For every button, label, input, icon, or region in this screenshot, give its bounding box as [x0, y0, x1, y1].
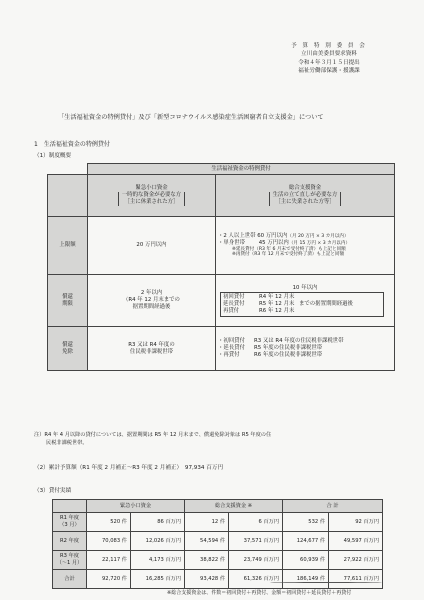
limit-single-detail: （月 15 万円 × 3 カ月以内） [288, 240, 351, 246]
exempt-initial-label: ・初回貸付 [218, 338, 245, 345]
row-label-period [48, 275, 88, 327]
r3-general-amount: 23,749 百万円 [229, 551, 283, 570]
results-header-general: 総合支援資金 ※ [185, 500, 283, 513]
table-row [53, 551, 383, 570]
table-row [53, 570, 383, 589]
limit-multi-household [218, 233, 392, 240]
r1-total-amount: 92 百万円 [329, 513, 383, 532]
period-note-line2: 民税非課税世帯。 [46, 440, 88, 447]
handwritten-underline [270, 582, 382, 583]
total-emergency-amount: 16,285 百万円 [131, 570, 185, 589]
results-corner [53, 500, 87, 513]
results-header-emergency: 緊急小口資金 [87, 500, 185, 513]
submission-header [270, 42, 388, 76]
col1-desc [118, 192, 185, 206]
period-extension-label: 延長貸付 [223, 301, 245, 307]
period-emergency-line2: （R4 年 12 月末までの [123, 297, 180, 304]
submission-date: 令和４年３月１５日提出 [298, 59, 360, 66]
table-row [53, 513, 383, 532]
exempt-extension-label: ・延長貸付 [218, 345, 245, 352]
period-reloan-date: R6 年 12 月末 [259, 307, 295, 314]
col-header-emergency [88, 175, 216, 217]
exempt-general [216, 327, 395, 371]
r3-total-count: 60,939 件 [283, 551, 329, 570]
r2-total-amount: 49,597 百万円 [329, 532, 383, 551]
limit-note-extension: ※延長貸付（R3 年 6 月末で受付終了済）も上記と同額 [232, 246, 346, 252]
period-reloan-label: 再貸付 [223, 307, 240, 314]
r1-emergency-amount: 86 百万円 [131, 513, 185, 532]
period-label-line2: 期限 [62, 300, 73, 307]
exempt-reloan-value: R6 年度の住民税非課税世帯 [254, 351, 323, 358]
period-general [216, 275, 395, 327]
col2-name: 総合支援資金 [288, 185, 322, 192]
row-label-r3-line1: R3 年度 [60, 553, 79, 559]
subsection-overview-heading: （1）制度概要 [34, 153, 72, 159]
r2-total-count: 124,677 件 [283, 532, 329, 551]
group-header: 生活福祉資金の特例貸付 [88, 164, 395, 175]
period-initial-suffix [299, 294, 381, 301]
period-emergency-line1: 2 年以内 [140, 290, 163, 297]
limit-single-label: ・単身世帯 [218, 239, 245, 246]
table-corner [48, 164, 88, 175]
period-general-box [220, 292, 384, 316]
results-table [52, 499, 383, 589]
results-footnote: ※総合支援資金は、件数＝初回貸付＋再貸付、金額＝初回貸付＋延長貸付＋再貸付 [167, 590, 352, 596]
committee-name: 予 算 特 別 委 員 会 [291, 43, 367, 49]
total-emergency-count: 92,720 件 [87, 570, 131, 589]
limit-general [216, 217, 395, 275]
period-extension-suffix: までの据置期間経過後 [299, 301, 353, 307]
period-general-head: 10 年以内 [292, 284, 318, 291]
r3-emergency-count: 22,117 件 [87, 551, 131, 570]
exempt-reloan-label: ・再貸付 [218, 351, 240, 358]
budget-total-line: （2）累計予算額（R1 年度 2 月補正～R3 年度 2 月補正） 97,934 百万円 [34, 465, 224, 471]
row-label-r1-line2: （3 月） [59, 522, 80, 528]
exempt-emergency-line1: R3 又は R4 年度の [128, 341, 175, 348]
limit-multi-amount: 60 万円以内 [257, 233, 288, 240]
exempt-extension-value: R5 年度の住民税非課税世帯 [254, 345, 323, 352]
period-initial-date: R4 年 12 月末 [259, 294, 295, 301]
document-title: 「生活福祉資金の特例貸付」及び「新型コロナウイルス感染症生活困窮者自立支援金」について [58, 114, 324, 121]
row-label-r1 [53, 513, 87, 532]
row-label-exempt [48, 327, 88, 371]
row-label-limit: 上限額 [48, 217, 88, 275]
exempt-label-line1: 償還 [62, 341, 73, 348]
col2-desc-line2: ［主に失業された方等］ [275, 198, 335, 205]
row-label-r2: R2 年度 [53, 532, 87, 551]
limit-multi-detail: （月 20 万円 × 3 カ月以内） [287, 234, 349, 240]
r2-general-count: 54,594 件 [185, 532, 229, 551]
exempt-initial-value: R3 又は R4 年度の住民税非課税世帯 [254, 338, 344, 345]
material-name: 立川由美委員要求資料 [301, 51, 357, 58]
period-reloan-suffix [299, 308, 381, 315]
limit-note-reloan: ※再貸付（R3 年 12 月末で受付終了済）も上記と同額 [232, 252, 345, 258]
department-name: 福祉労働部保護・援護課 [298, 68, 360, 75]
row-label-r3-line2: （～1 月） [56, 560, 83, 566]
period-note [34, 431, 394, 447]
total-general-amount: 61,326 百万円 [229, 570, 283, 589]
col1-desc-line2: ［主に休業された方］ [124, 198, 179, 205]
col1-desc-line1: 一時的な資金が必要な方 [121, 192, 182, 199]
r3-total-amount: 27,922 百万円 [329, 551, 383, 570]
col-header-general [216, 175, 395, 217]
limit-single-household [218, 240, 392, 247]
col2-desc [269, 192, 342, 206]
r2-emergency-amount: 12,026 百万円 [131, 532, 185, 551]
period-extension-date: R5 年 12 月末 [259, 301, 295, 307]
table-row [53, 532, 383, 551]
col2-desc-line1: 生活の立て直しが必要な方 [272, 192, 338, 199]
row-label-total: 合計 [53, 570, 87, 589]
total-total-amount: 77,611 百万円 [329, 570, 383, 589]
period-note-line1: 注）R4 年 4 月以降の貸付については、据置期間は R5 年 12 月末まで、償還免除対象は R5 年度の住 [34, 432, 272, 438]
row-label-r3 [53, 551, 87, 570]
limit-emergency: 20 万円以内 [88, 217, 216, 275]
section-1-heading: 1 生活福祉資金の特例貸付 [34, 141, 110, 148]
r3-emergency-amount: 4,173 百万円 [131, 551, 185, 570]
total-total-count: 186,149 件 [283, 570, 329, 589]
r1-general-count: 12 件 [185, 513, 229, 532]
period-emergency [88, 275, 216, 327]
exempt-label-line2: 免除 [62, 348, 73, 355]
results-header-total: 合 計 [283, 500, 383, 513]
exempt-emergency [88, 327, 216, 371]
results-heading: （3）貸付実績 [34, 488, 72, 494]
limit-single-amount: 45 万円以内 [258, 239, 289, 246]
period-label-line1: 償還 [62, 293, 73, 300]
r1-general-amount: 6 百万円 [229, 513, 283, 532]
period-emergency-line3: 据置期間経過後 [132, 303, 171, 310]
r1-total-count: 532 件 [283, 513, 329, 532]
limit-multi-label: ・2 人以上世帯 [218, 233, 256, 240]
r3-general-count: 38,822 件 [185, 551, 229, 570]
label-blank [48, 175, 88, 217]
row-label-r1-line1: R1 年度 [60, 515, 79, 521]
total-general-count: 93,428 件 [185, 570, 229, 589]
overview-table [47, 163, 395, 371]
r2-general-amount: 37,571 百万円 [229, 532, 283, 551]
period-initial-label: 初回貸付 [223, 294, 245, 301]
exempt-emergency-line2: 住民税非課税世帯 [129, 348, 174, 355]
r1-emergency-count: 520 件 [87, 513, 131, 532]
r2-emergency-count: 70,083 件 [87, 532, 131, 551]
col1-name: 緊急小口資金 [135, 185, 168, 192]
